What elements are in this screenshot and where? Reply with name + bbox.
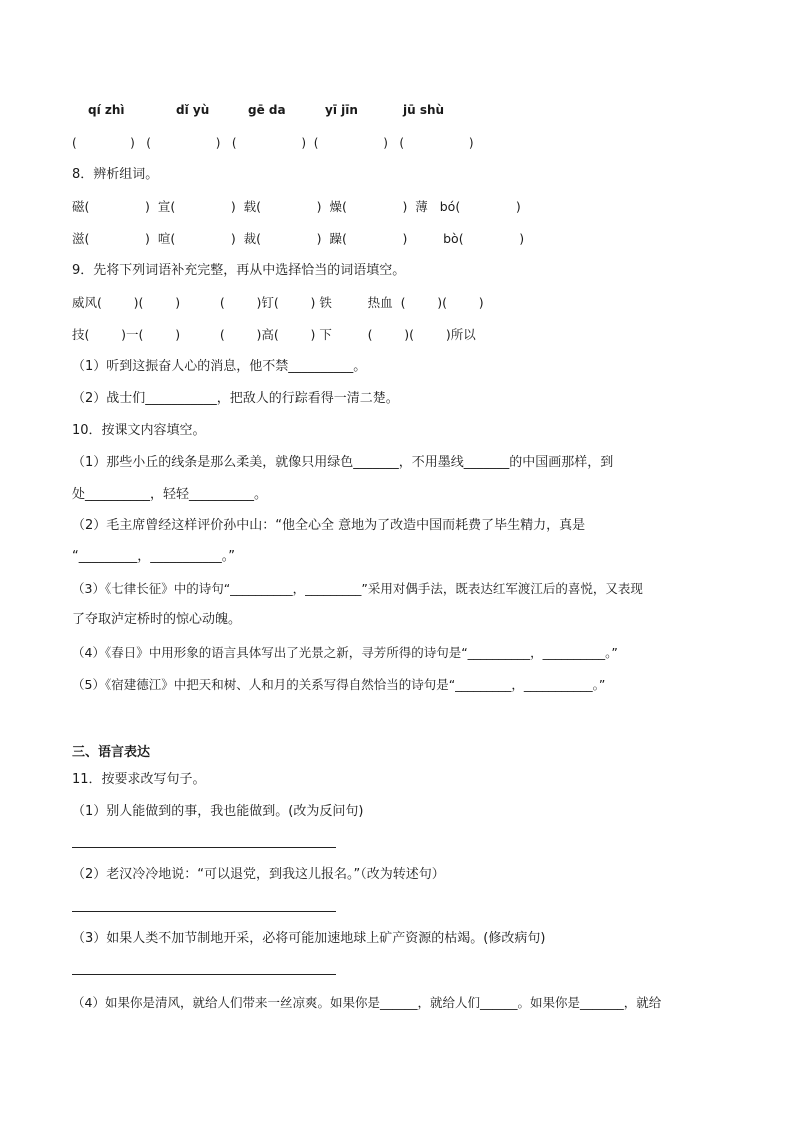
q8-row-1: 磁( ) 宣( ) 载( ) 燥( ) 薄 bó( ) [72,199,521,214]
q11-answer-line-3[interactable] [72,974,336,975]
q9-sentence-2: （2）战士们___________，把敌人的行踪看得一清二楚。 [72,391,399,406]
q10-item-2-line-2: “_________，___________。” [72,549,235,564]
q10-item-1-line-2: 处__________，轻轻__________。 [72,487,268,502]
q9-title: 9．先将下列词语补充完整，再从中选择恰当的词语填空。 [72,263,406,278]
q10-item-1-line-1: （1）那些小丘的线条是那么柔美，就像只用绿色_______，不用墨线_______的中国画那样，到 [72,455,614,470]
q9-row-1: 威风( )( ) ( )钉( ) 铁 热血 ( )( ) [72,295,484,310]
q10-item-4: （4）《春日》中用形象的语言具体写出了光景之新，寻芳所得的诗句是“__________，__________。” [72,645,618,660]
q11-item-2: （2）老汉冷冷地说：“可以退党，到我这儿报名。”（改为转述句） [72,867,445,882]
q11-title: 11．按要求改写句子。 [72,772,206,787]
q8-title: 8．辨析组词。 [72,167,159,182]
q10-item-2-line-1: （2）毛主席曾经这样评价孙中山：“他全心全 意地为了改造中国而耗费了毕生精力，真是 [72,518,586,533]
q11-answer-line-2[interactable] [72,911,336,912]
pinyin-answer-blanks: ( ) ( ) ( ) ( ) ( ) [72,136,474,150]
pinyin-3: gē da [248,103,286,117]
section-3-heading: 三、语言表达 [72,745,151,760]
q8-row-2: 滋( ) 喧( ) 裁( ) 躁( ) bò( ) [72,231,525,246]
q10-item-3-line-2: 了夺取泸定桥时的惊心动魄。 [72,612,242,627]
pinyin-5: jū shù [403,103,445,117]
q10-item-3-line-1: （3）《七律长征》中的诗句“__________，_________”采用对偶手法，既表达红军渡江后的喜悦，又表现 [72,581,643,596]
q11-item-1: （1）别人能做到的事，我也能做到。(改为反问句) [72,804,364,819]
q11-item-3: （3）如果人类不加节制地开采，必将可能加速地球上矿产资源的枯竭。(修改病句) [72,931,546,946]
q10-item-5: （5）《宿建德江》中把天和树、人和月的关系写得自然恰当的诗句是“_________，___________。” [72,677,606,692]
pinyin-4: yī jīn [325,103,358,117]
q10-title: 10．按课文内容填空。 [72,423,206,438]
pinyin-1: qí zhì [88,103,125,117]
q11-answer-line-1[interactable] [72,847,336,848]
q9-sentence-1: （1）听到这振奋人心的消息，他不禁__________。 [72,359,367,374]
pinyin-2: dǐ yù [176,103,210,117]
q9-row-2: 技( )一( ) ( )高( ) 下 ( )( )所以 [72,327,476,342]
q11-item-4: （4）如果你是清风，就给人们带来一丝凉爽。如果你是______，就给人们______。如果你是_______，就给 [72,995,662,1010]
